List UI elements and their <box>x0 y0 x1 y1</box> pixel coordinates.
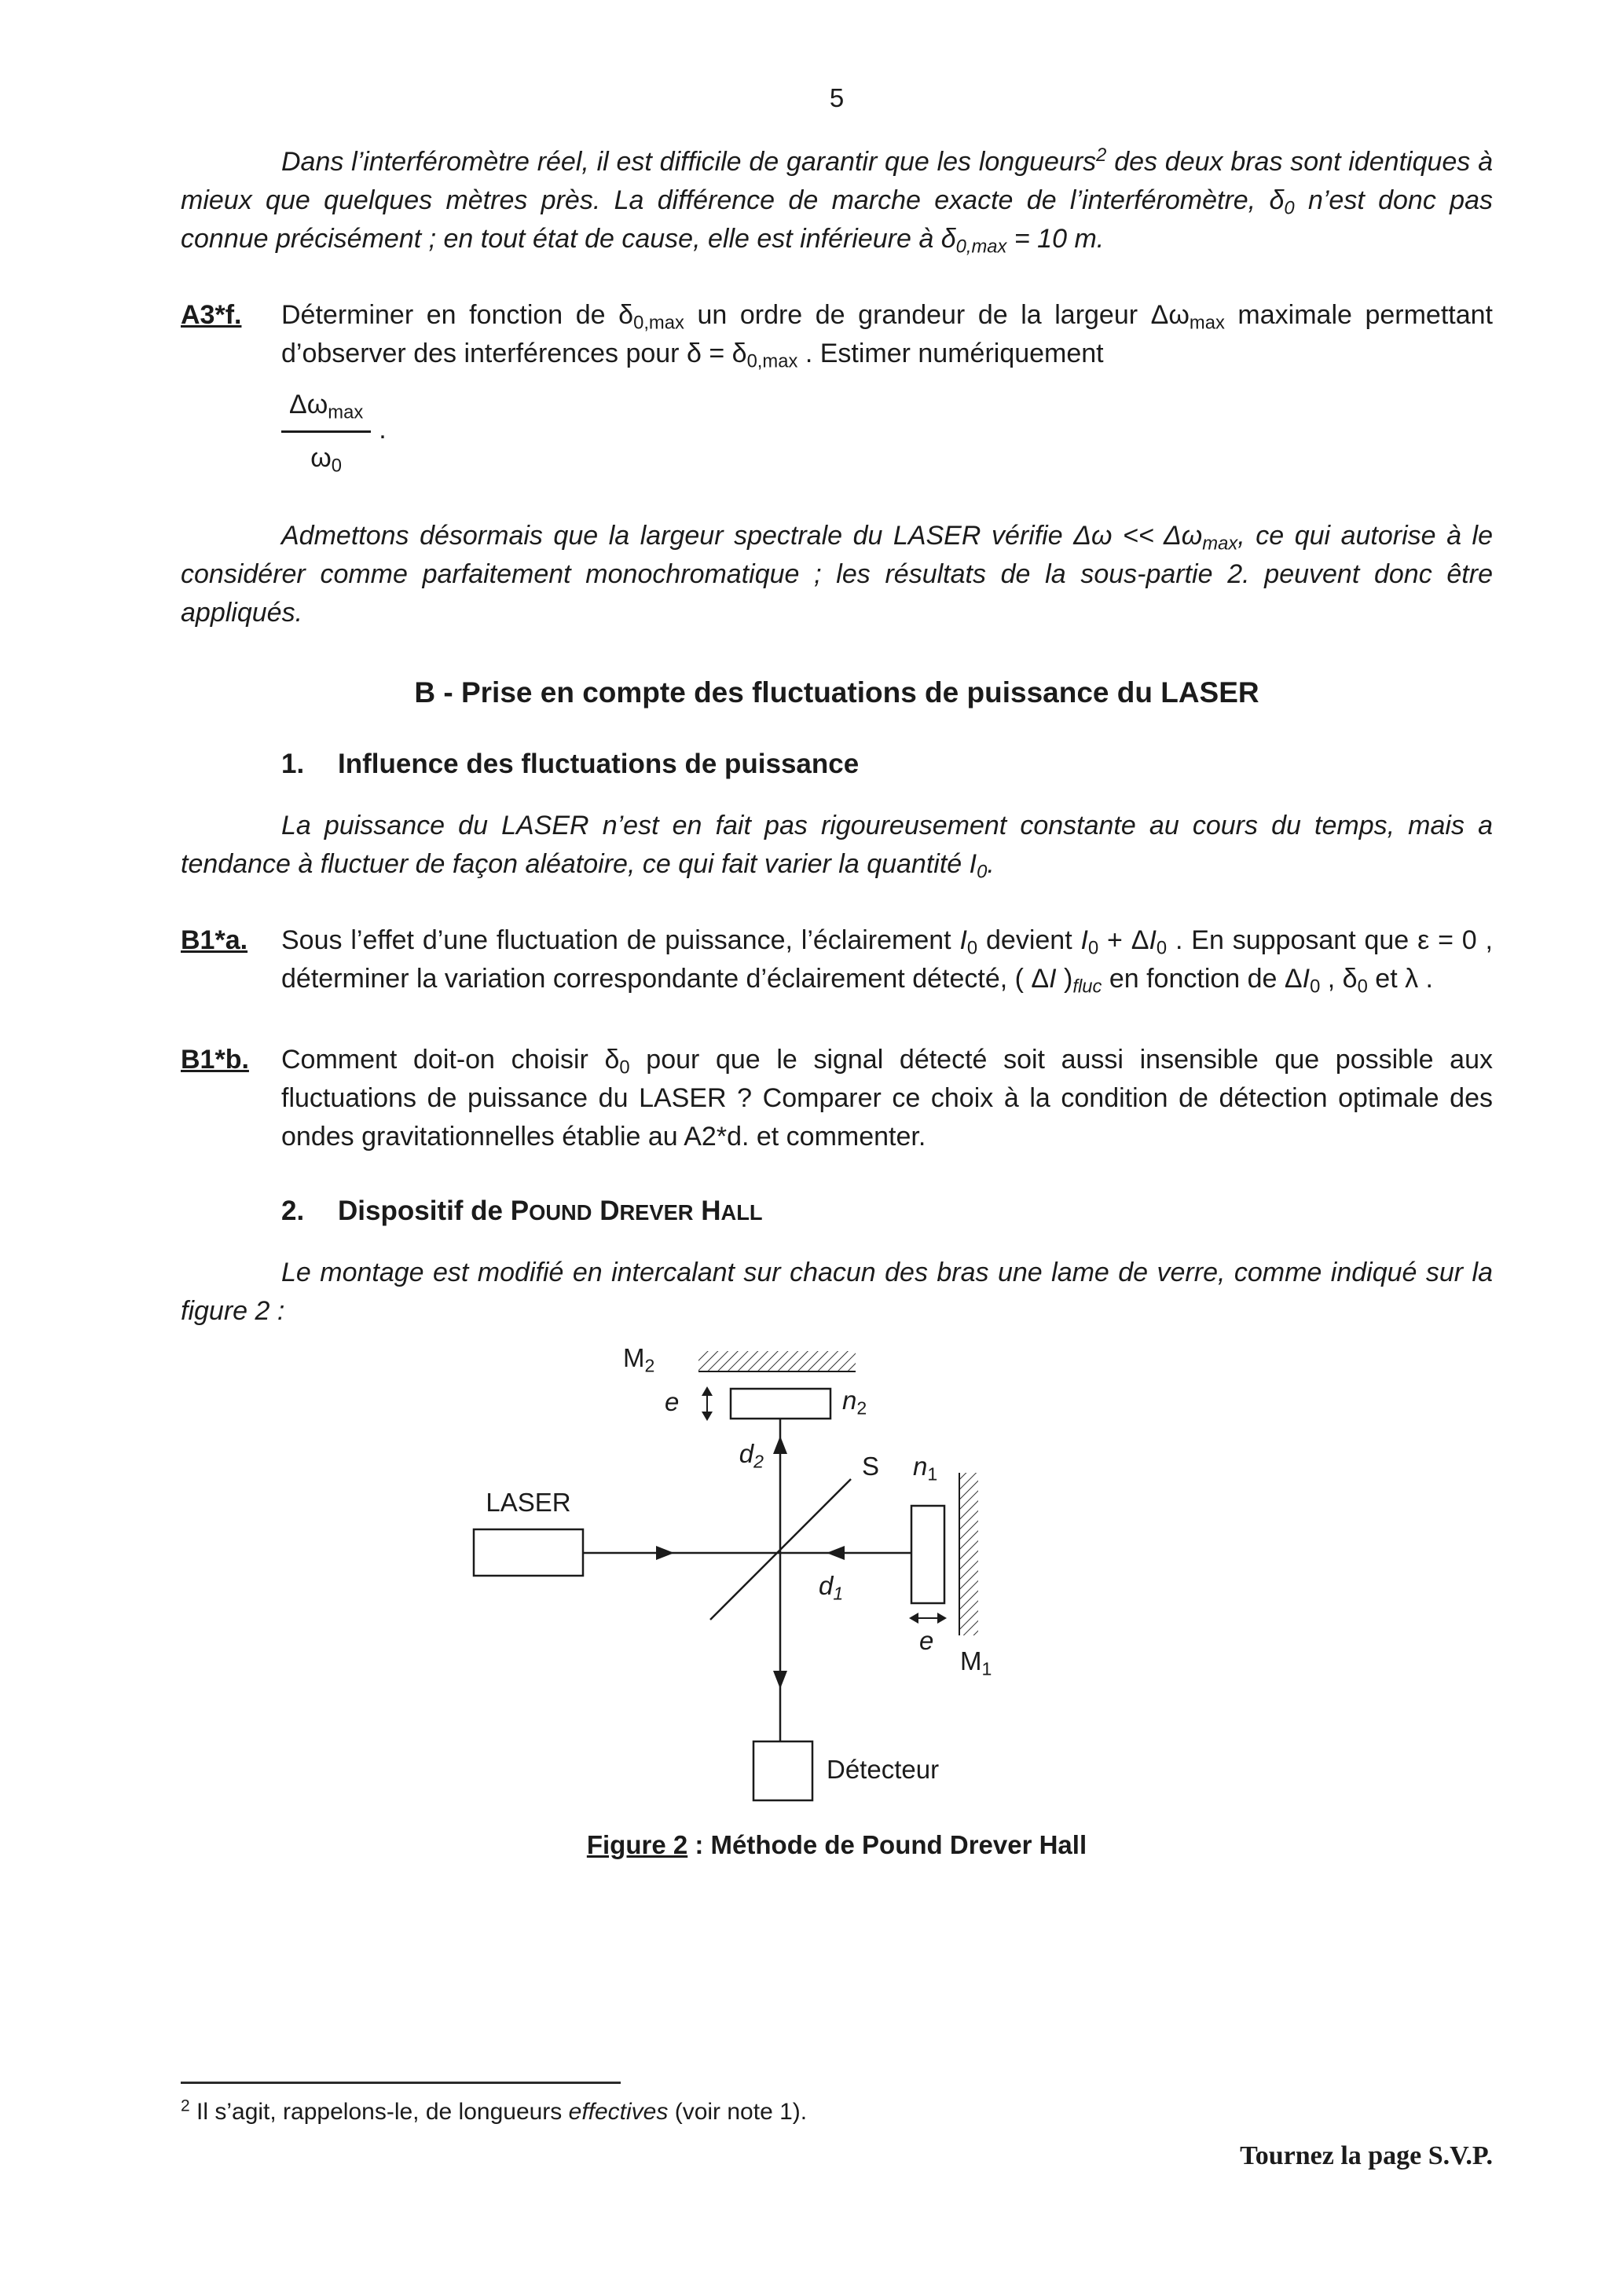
question-b1b-body <box>281 1041 1493 1156</box>
label-detector: Détecteur <box>827 1755 940 1784</box>
intro-paragraph: Dans l’interféromètre réel, il est difficile de garantir que les longueurs$^2$ des deux bras sont identiques à mieux que quelques mètres près. La différence de marche exacte de l’interféromètre, $\delta_0$ n’est donc pas connue précisément ; en tout état de cause, elle est inférieure à $\delta_{0,max} = 10$ m. <box>181 145 1494 258</box>
label-mirror-m1: $M_1$ <box>960 1646 992 1679</box>
fraction-line <box>281 386 1493 478</box>
thickness-e-vertical-arrow-icon <box>702 1386 713 1421</box>
question-a3f-body <box>281 296 1493 478</box>
figure-2-diagram <box>0 1338 1624 1818</box>
question-b1b-label: B1*b. <box>181 1045 249 1075</box>
section-b-heading: B - Prise en compte des fluctuations de puissance du LASER <box>414 676 1259 709</box>
fraction-delta-omega-over-omega <box>281 386 371 478</box>
footnote-separator <box>181 2082 621 2084</box>
label-distance-d2: $d_2$ <box>739 1439 764 1472</box>
label-distance-d1: $d_1$ <box>819 1571 844 1604</box>
question-a3f-label: A3*f. <box>181 300 242 330</box>
glass-plate-n2 <box>731 1389 830 1419</box>
arrow-down-icon <box>773 1671 787 1689</box>
fraction-denominator: $\omega_0$ <box>310 443 343 477</box>
question-a3f-text: Déterminer en fonction de $\delta_{0,max}$ un ordre de grandeur de la largeur $\Delta\omega_{max}$ maximale permettant d’observer des interférences pour $\delta = \delta_{0,max}$ . Estimer numériquement <box>281 300 1493 372</box>
mirror-m2-hatch <box>698 1351 856 1371</box>
subsection-1-number: 1. <box>281 749 305 779</box>
paragraph-montage: Le montage est modifié en intercalant sur chacun des bras une lame de verre, comme indiqué sur la figure 2 : <box>181 1258 1493 1326</box>
page-content <box>181 0 1493 1860</box>
arrow-right-icon <box>656 1546 674 1560</box>
figure-2-svg <box>0 1338 1624 1818</box>
figure-2-caption: Figure 2 : Méthode de Pound Drever Hall <box>586 1830 1087 1859</box>
question-b1a-body <box>281 921 1493 998</box>
mirror-m1-hatch <box>959 1473 978 1635</box>
subsection-1-heading <box>281 749 1493 780</box>
question-b1b-text: Comment doit-on choisir $\delta_0$ pour que le signal détecté soit aussi insensible que possible aux fluctuations de puissance du LASER ? Comparer ce choix à la condition de détection optimale des ondes gravitationnelles établie au A2*d. et commenter. <box>281 1045 1494 1152</box>
arrow-up-icon <box>773 1436 787 1454</box>
paragraph-puissance: La puissance du LASER n’est en fait pas rigoureusement constante au cours du temps, mais a tendance à fluctuer de façon aléatoire, ce qui fait varier la quantité $I_0$. <box>181 811 1493 883</box>
label-thickness-e-top: e <box>665 1387 680 1416</box>
fraction-period: . <box>379 415 387 445</box>
page-number: 5 <box>829 83 845 112</box>
footnote-2: $^2$ Il s’agit, rappelons-le, de longueurs effectives (voir note 1). <box>181 2096 808 2125</box>
question-a3f <box>181 296 1493 478</box>
turn-page-notice: Tournez la page S.V.P. <box>1240 2141 1493 2170</box>
thickness-e-horizontal-arrow-icon <box>909 1613 947 1624</box>
label-plate-n1: $n_1$ <box>913 1452 938 1485</box>
label-laser: LASER <box>486 1488 571 1517</box>
label-plate-n2: $n_2$ <box>842 1386 867 1419</box>
question-b1a-label: B1*a. <box>181 925 248 955</box>
label-thickness-e-right: e <box>919 1626 934 1655</box>
subsection-2-heading <box>281 1196 1493 1227</box>
arrow-left-icon <box>827 1546 845 1560</box>
glass-plate-n1 <box>911 1506 944 1603</box>
fraction-numerator: $\Delta\omega_{max}$ <box>281 386 371 433</box>
question-b1b <box>181 1041 1493 1156</box>
subsection-2-title: Dispositif de POUND DREVER HALL <box>338 1196 763 1226</box>
subsection-1-title: Influence des fluctuations de puissance <box>338 749 860 779</box>
laser-box <box>474 1529 583 1576</box>
detector-box <box>753 1741 812 1800</box>
label-mirror-m2: $M_2$ <box>623 1343 655 1376</box>
paragraph-admettons: Admettons désormais que la largeur spectrale du LASER vérifie $\Delta\omega << \Delta\omega_{max}$, ce qui autorise à le considérer comme parfaitement monochromatique ; les résultats de la sous-partie 2. peuvent donc être appliqués. <box>181 521 1494 628</box>
subsection-2-number: 2. <box>281 1196 305 1226</box>
question-b1a <box>181 921 1493 998</box>
label-beam-splitter-s: S <box>862 1452 880 1481</box>
question-b1a-text: Sous l’effet d’une fluctuation de puissance, l’éclairement $I_0$ devient $I_0 + \Delta I_0$ . En supposant que ε = 0 , déterminer la variation correspondante d’éclairement détecté, ( ΔI )$_{fluc}$ en fonction de $\Delta I_0$ , $\delta_0$ et λ . <box>281 925 1493 998</box>
